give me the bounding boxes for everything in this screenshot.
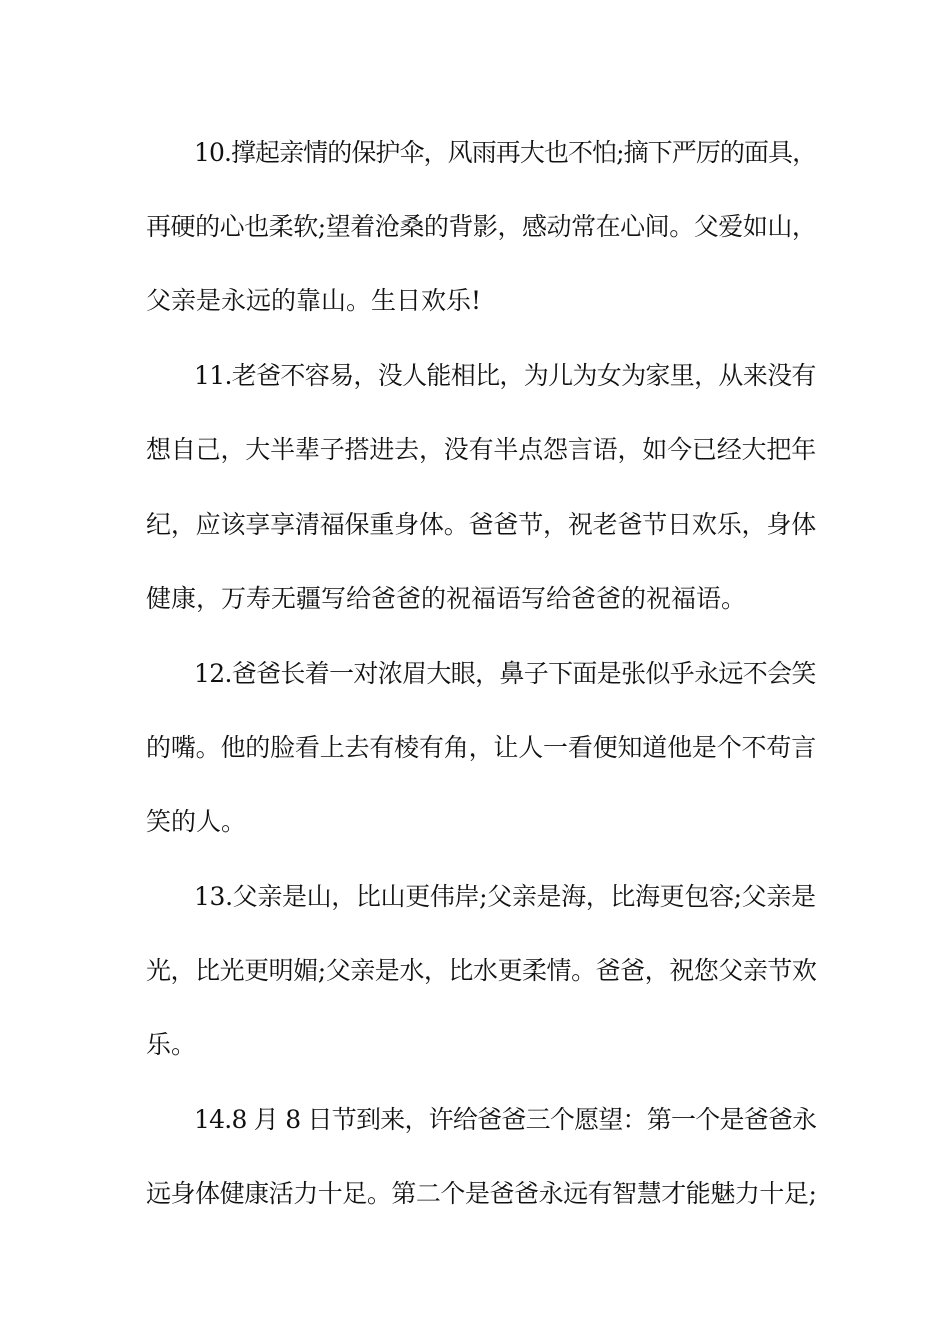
paragraph-11-line-2: 想自己，大半辈子搭进去，没有半点怨言语，如今已经大把年 [146, 435, 816, 464]
paragraph-12-line-3: 笑的人。 [146, 807, 247, 836]
paragraph-12-line-2: 的嘴。他的脸看上去有棱有角，让人一看便知道他是个不苟言 [146, 733, 816, 762]
paragraph-10-line-3: 父亲是永远的靠山。生日欢乐! [146, 286, 482, 315]
paragraph-13-line-2: 光，比光更明媚;父亲是水，比水更柔情。爸爸，祝您父亲节欢 [146, 956, 816, 985]
paragraph-11-line-3: 纪，应该享享清福保重身体。爸爸节，祝老爸节日欢乐，身体 [146, 510, 816, 539]
paragraph-11-line-1: 11.老爸不容易，没人能相比，为儿为女为家里，从来没有 [194, 361, 816, 390]
paragraph-10-line-1: 10.撑起亲情的保护伞，风雨再大也不怕;摘下严厉的面具， [194, 138, 816, 167]
paragraph-13-line-3: 乐。 [146, 1030, 197, 1059]
paragraph-14-line-1: 14.8 月 8 日节到来，许给爸爸三个愿望：第一个是爸爸永 [194, 1105, 816, 1134]
paragraph-13-line-1: 13.父亲是山，比山更伟岸;父亲是海，比海更包容;父亲是 [194, 882, 816, 911]
paragraph-11-line-4: 健康，万寿无疆写给爸爸的祝福语写给爸爸的祝福语。 [146, 584, 747, 613]
paragraph-14-line-2: 远身体健康活力十足。第二个是爸爸永远有智慧才能魅力十足; [146, 1179, 816, 1208]
paragraph-10-line-2: 再硬的心也柔软;望着沧桑的背影，感动常在心间。父爱如山， [146, 212, 816, 241]
paragraph-12-line-1: 12.爸爸长着一对浓眉大眼，鼻子下面是张似乎永远不会笑 [194, 659, 816, 688]
